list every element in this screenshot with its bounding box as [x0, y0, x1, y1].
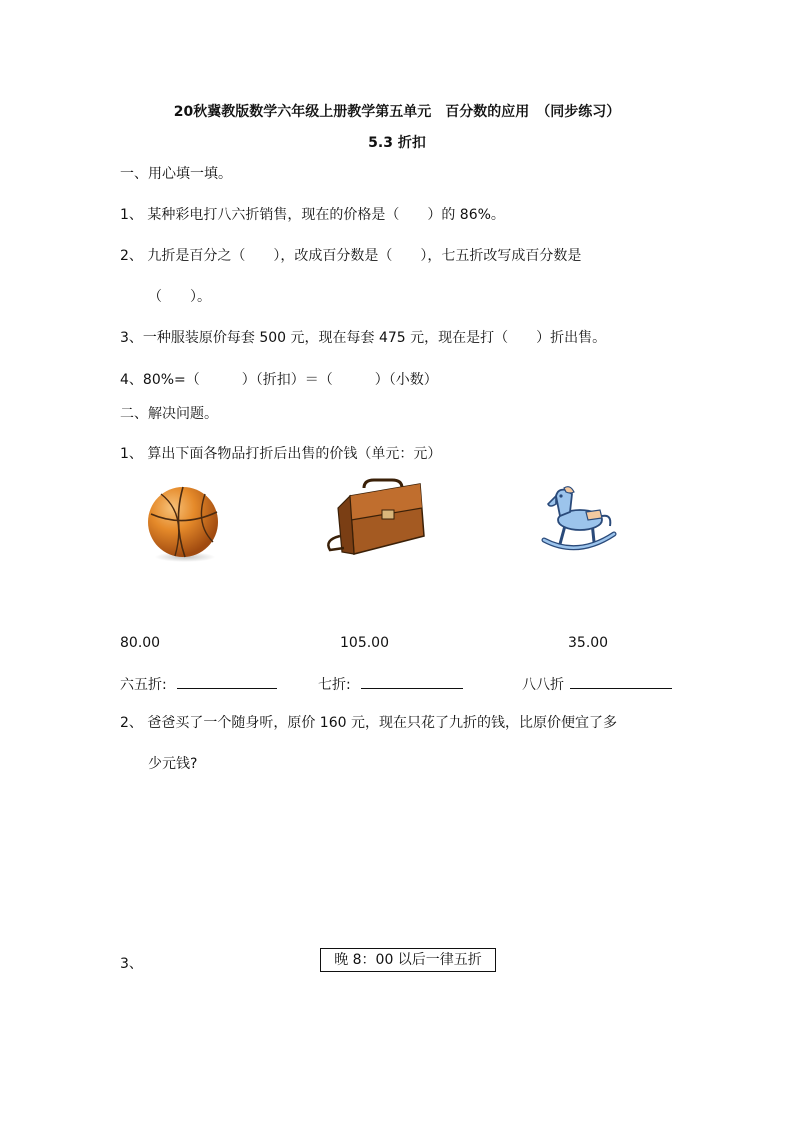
briefcase-icon	[320, 478, 426, 558]
discount-row-briefcase	[318, 674, 463, 694]
page-title: 20秋冀教版数学六年级上册教学第五单元 百分数的应用 （同步练习）	[173, 104, 621, 120]
question-1-2-line2: （ ）。	[148, 289, 211, 305]
answer-blank-briefcase[interactable]	[361, 674, 463, 689]
discount-label-basketball: 六五折:	[120, 677, 167, 693]
question-2-3-number: 3、	[120, 956, 143, 972]
question-1-4: 4、80%=（ ）（折扣）＝（ ）（小数）	[120, 372, 438, 388]
answer-blank-basketball[interactable]	[177, 674, 277, 689]
question-1-1: 1、 某种彩电打八六折销售，现在的价格是（ ）的 86%。	[120, 207, 505, 223]
section-heading-fill-in: 一、用心填一填。	[120, 166, 232, 182]
discount-label-rocking-horse: 八八折	[522, 677, 564, 693]
question-2-2-line2: 少元钱?	[148, 756, 198, 772]
discount-notice-box: 晚 8：00 以后一律五折	[320, 948, 496, 972]
item-price-rocking-horse: 35.00	[568, 635, 609, 651]
question-1-2-line1: 2、 九折是百分之（ ），改成百分数是（ ），七五折改写成百分数是	[120, 248, 582, 264]
item-price-basketball: 80.00	[120, 635, 161, 651]
section-heading-solve: 二、解决问题。	[120, 406, 218, 422]
question-2-2-line1: 2、 爸爸买了一个随身听，原价 160 元，现在只花了九折的钱，比原价便宜了多	[120, 715, 617, 731]
discount-row-basketball	[120, 674, 277, 694]
answer-blank-rocking-horse[interactable]	[570, 674, 672, 689]
basketball-icon	[143, 484, 223, 564]
rocking-horse-icon	[540, 482, 618, 554]
discount-label-briefcase: 七折:	[318, 677, 351, 693]
item-price-briefcase: 105.00	[340, 635, 389, 651]
question-1-3: 3、一种服装原价每套 500 元，现在每套 475 元，现在是打（ ）折出售。	[120, 330, 607, 346]
discount-row-rocking-horse	[522, 674, 672, 694]
page-subtitle: 5.3 折扣	[368, 135, 426, 151]
question-2-1: 1、 算出下面各物品打折后出售的价钱（单元：元）	[120, 446, 442, 462]
